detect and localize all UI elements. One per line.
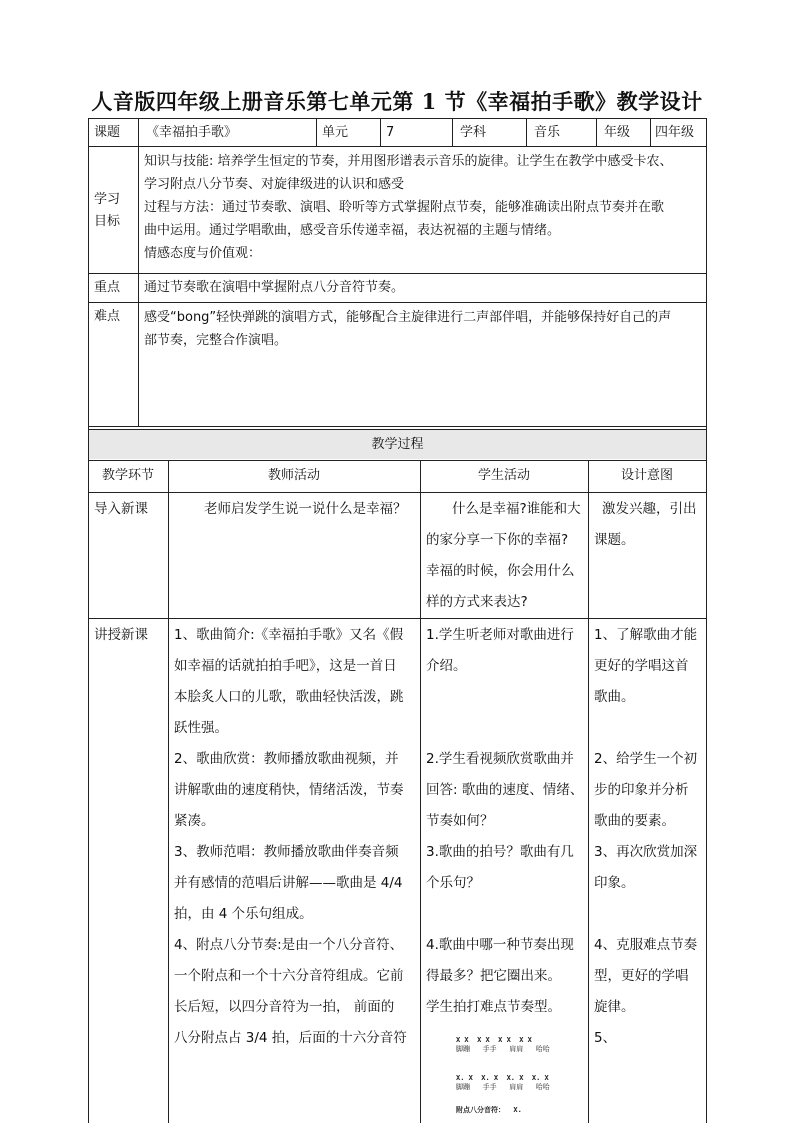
objectives-line: 学习附点八分节奏、对旋律级进的认识和感受: [144, 177, 405, 192]
column-header-stage: 教学环节: [101, 468, 154, 483]
objectives-text: [144, 150, 704, 265]
key-point-label: 重点: [94, 280, 121, 295]
rhythm-row2-words: 脚蹦 手手 肩肩 哈哈: [456, 1083, 550, 1091]
lesson-stage: 讲授新课: [94, 627, 148, 643]
rhythm-row2-notes: X. X X. X X. X X. X: [456, 1074, 549, 1082]
difficulty-text: 感受“bong”轻快弹跳的演唱方式，能够配合主旋律进行二声部伴唱，并能够保持好自己的声 部节奏，完整合作演唱。: [144, 310, 672, 348]
objectives-line: 知识与技能: 培养学生恒定的节奏，并用图形谱表示音乐的旋律。让学生在教学中感受卡农、: [144, 154, 673, 169]
objectives-line: 情感态度与价值观：: [144, 246, 262, 261]
rhythm-footer: 附点八分音符： X.: [456, 1106, 522, 1114]
intro-intent: 激发兴趣，引出 课题。: [594, 501, 697, 548]
rhythm-row1-notes: X X X X X X X X: [456, 1036, 532, 1044]
subject-value: 音乐: [534, 125, 561, 140]
column-header-student: 学生活动: [477, 468, 530, 483]
key-point-text: 通过节奏歌在演唱中掌握附点八分音符节奏。: [144, 280, 405, 295]
unit-value: 7: [386, 125, 395, 140]
rhythm-row1-words: 脚蹦 手手 肩肩 哈哈: [456, 1045, 550, 1053]
objectives-line: 曲中运用。通过学唱歌曲，感受音乐传递幸福，表达祝福的主题与情绪。: [144, 223, 561, 238]
difficulty-label: 难点: [94, 309, 121, 324]
page-title: 人音版四年级上册音乐第七单元第 1 节《幸福拍手歌》教学设计: [91, 89, 703, 114]
subject-label: 学科: [460, 125, 487, 140]
column-header-intent: 设计意图: [620, 468, 673, 483]
intro-teacher: 老师启发学生说一说什么是幸福？: [204, 501, 407, 517]
course-value: 《幸福拍手歌》: [146, 125, 238, 140]
course-label: 课题: [94, 125, 121, 140]
intro-stage: 导入新课: [94, 501, 148, 517]
objectives-label: 学习 目标: [94, 192, 121, 229]
lesson-teacher: 1、歌曲简介:《幸福拍手歌》又名《假 如幸福的话就拍拍手吧》，这是一首日 本脍炙人口的儿歌，歌曲轻快活泼，跳 跃性强。 2、歌曲欣赏：教师播放歌曲视频，并 讲解歌曲的速度稍快，情绪活泼，节奏 紧凑。 3、教师范唱：教师播放歌曲伴奏音频 并有感情的范唱后讲解——歌曲是 4/4 拍，由 4 个乐句组成。 4、附点八分节奏:是由一个八分音符、 一个附点和一个十六分音符组成。它前 长后短，以四分音符为一拍， 前面的 八分附点占 3/4 拍，后面的十六分音符: [174, 627, 407, 1046]
lesson-intent: 1、了解歌曲才能 更好的学唱这首 歌曲。 2、给学生一个初 步的印象并分析 歌曲的要素。 3、再次欣赏加深 印象。 4、克服难点节奏 型，更好的学唱 旋律。 5、: [594, 627, 698, 1046]
intro-student: 什么是幸福?谁能和大 的家分享一下你的幸福? 幸福的时候，你会用什么 样的方式来表达?: [426, 501, 581, 610]
objectives-line: 过程与方法：通过节奏歌、演唱、聆听等方式掌握附点节奏，能够准确读出附点节奏并在歌: [144, 200, 665, 215]
lesson-student: 1.学生听老师对歌曲进行 介绍。 2.学生看视频欣赏歌曲并 回答: 歌曲的速度、情绪、 节奏如何？ 3.歌曲的拍号？歌曲有几 个乐句？ 4.歌曲中哪一种节奏出现 得最多？把它圈出来。 学生拍打难点节奏型。: [426, 627, 584, 1015]
column-header-teacher: 教师活动: [267, 468, 320, 483]
grade-label: 年级: [604, 125, 631, 140]
grade-value: 四年级: [655, 125, 695, 140]
unit-label: 单元: [322, 125, 349, 140]
process-header: 教学过程: [371, 437, 424, 452]
